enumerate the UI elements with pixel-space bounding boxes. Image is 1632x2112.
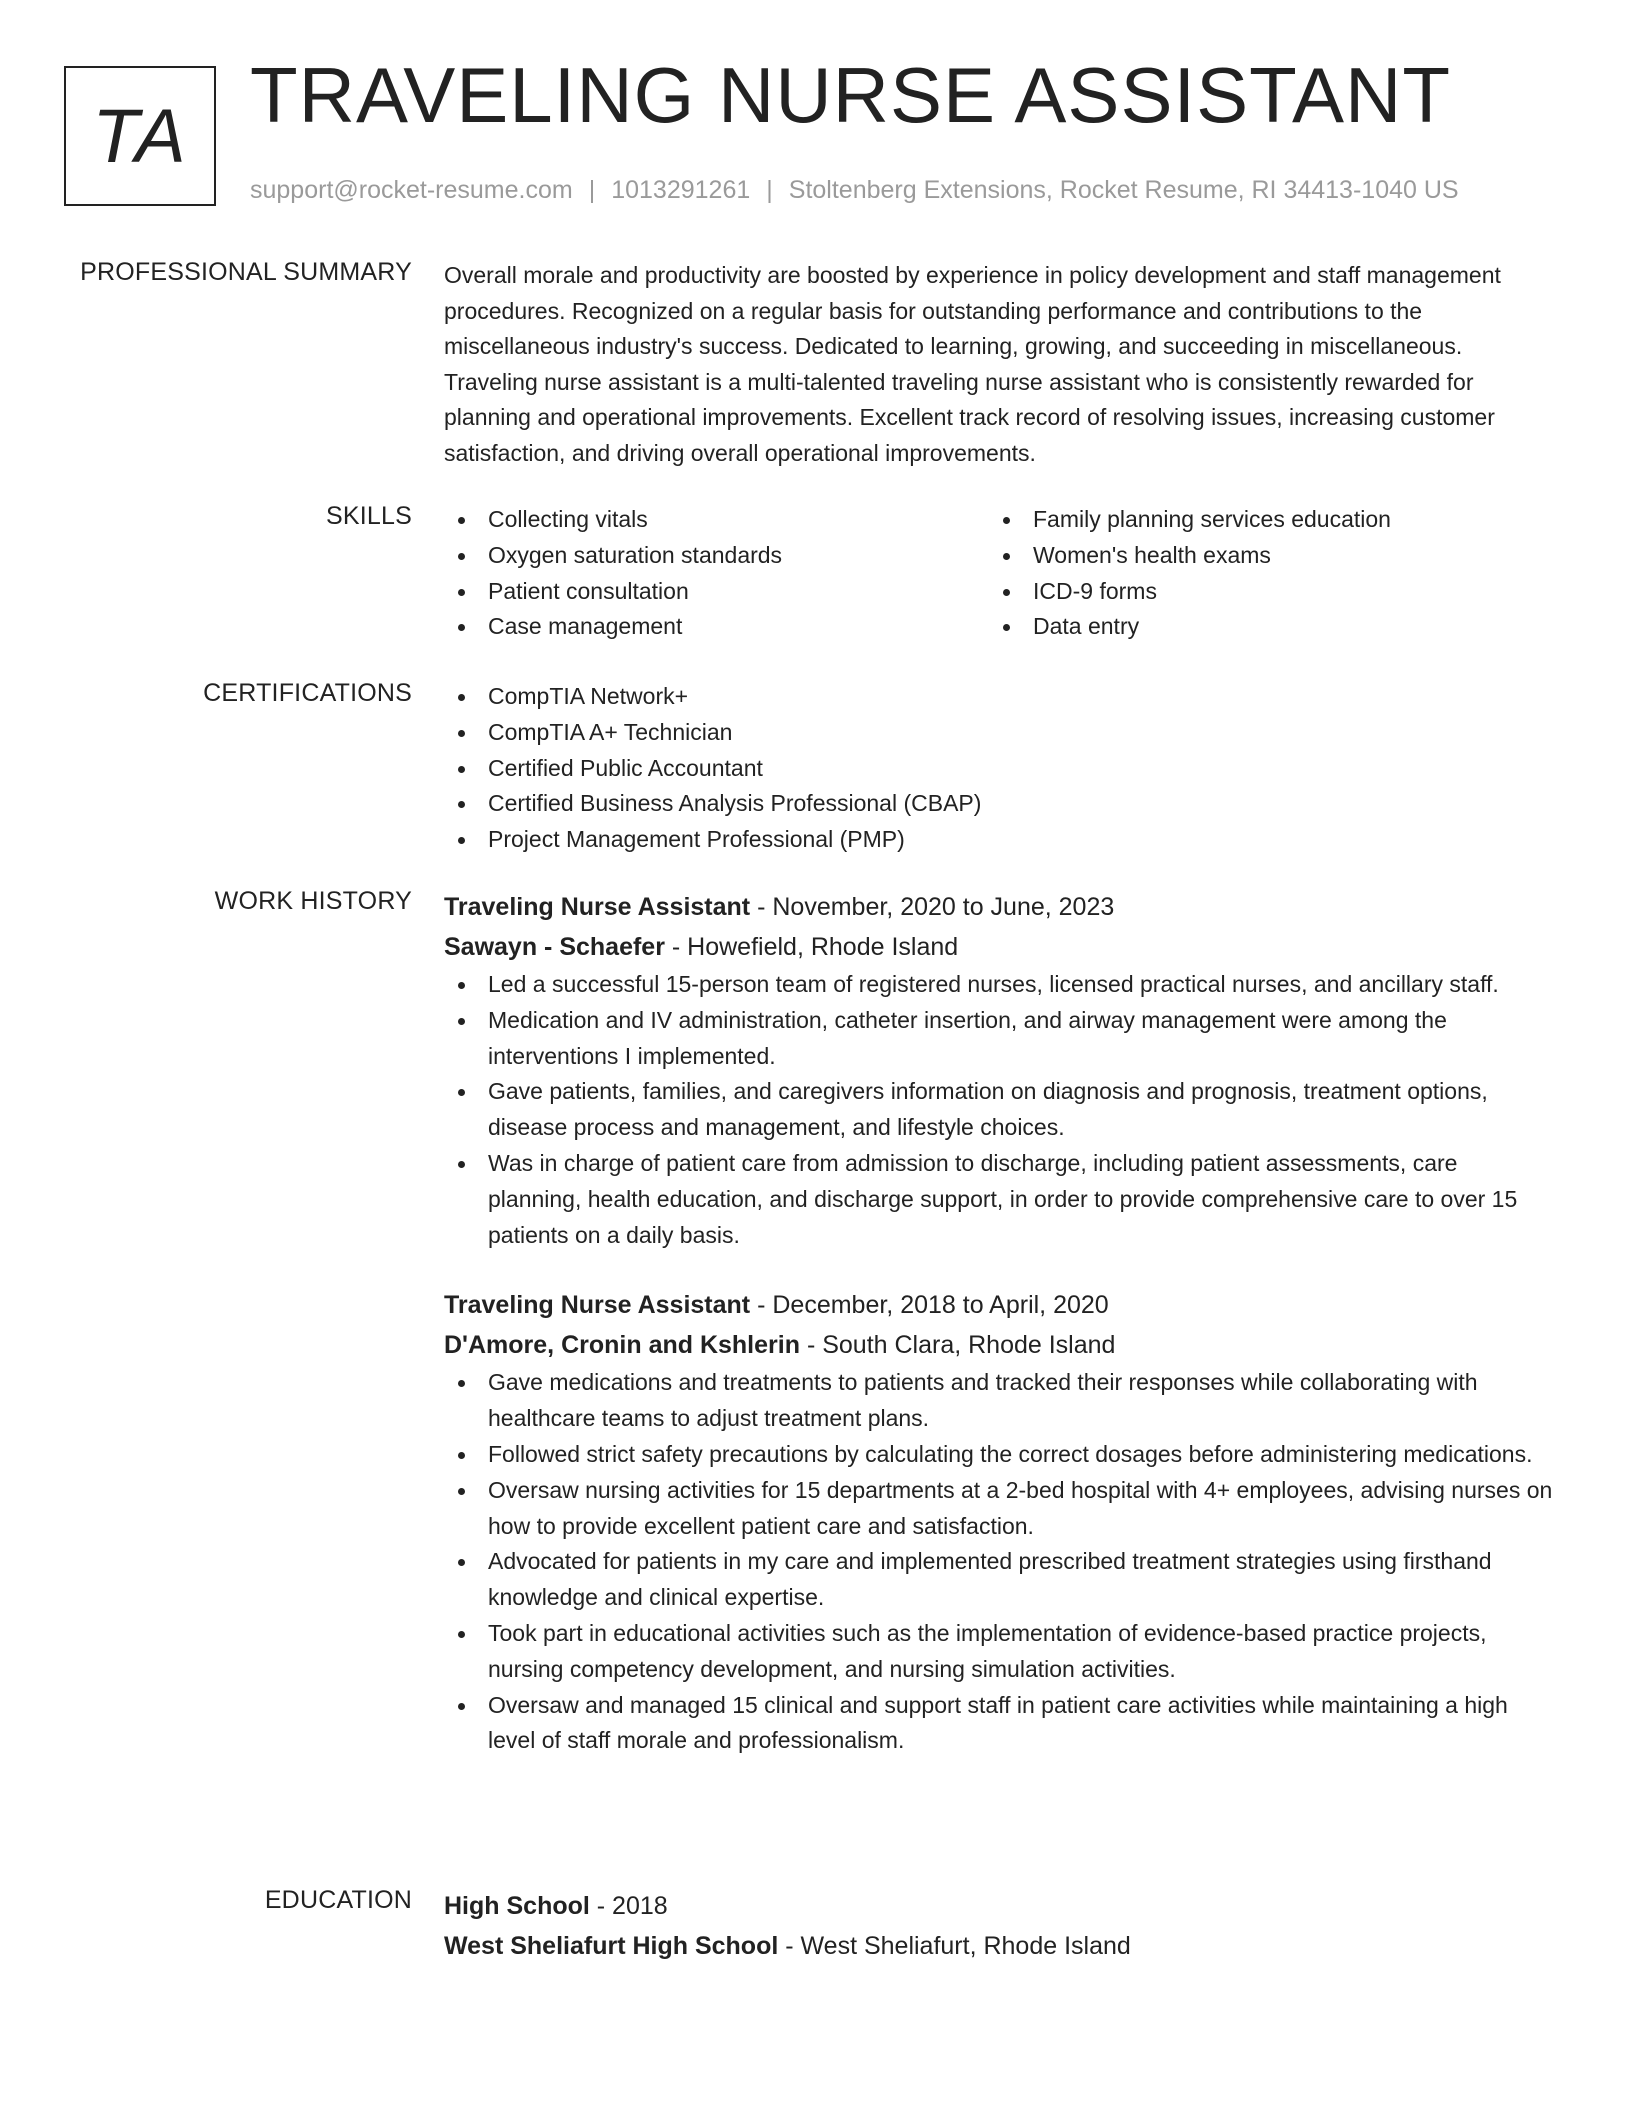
job-bullets — [444, 967, 1554, 1253]
contact-line — [250, 176, 1459, 205]
contact-phone: 1013291261 — [611, 176, 751, 204]
list-item: Followed strict safety precautions by calculating the correct dosages before administering medications. — [444, 1437, 1554, 1473]
list-item: Gave medications and treatments to patients and tracked their responses while collaborating with healthcare teams to adjust treatment plans. — [444, 1365, 1554, 1437]
list-item: ICD-9 forms — [989, 574, 1534, 610]
list-item: Women's health exams — [989, 538, 1534, 574]
contact-email[interactable]: support@rocket-resume.com — [250, 176, 573, 204]
section-label-skills: SKILLS — [326, 502, 412, 530]
section-label-education: EDUCATION — [264, 1886, 412, 1914]
education-school: West Sheliafurt High School — [444, 1932, 779, 1960]
list-item: CompTIA A+ Technician — [444, 715, 1554, 751]
job-title-line — [444, 887, 1554, 927]
list-item: Oxygen saturation standards — [444, 538, 989, 574]
job-location: - Howefield, Rhode Island — [671, 933, 959, 961]
job-title: Traveling Nurse Assistant — [444, 1291, 751, 1320]
education-school-line — [444, 1926, 1554, 1966]
job-dates: - December, 2018 to April, 2020 — [757, 1291, 1109, 1320]
job-location: - South Clara, Rhode Island — [806, 1331, 1116, 1360]
list-item: CompTIA Network+ — [444, 679, 1554, 715]
list-item: Oversaw and managed 15 clinical and support staff in patient care activities while maintaining a high level of staff morale and professionalism. — [444, 1688, 1554, 1760]
contact-separator: | — [766, 176, 773, 204]
skills-grid — [444, 502, 1554, 645]
list-item: Certified Business Analysis Professional (CBAP) — [444, 786, 1554, 822]
monogram-logo: TA — [64, 66, 216, 206]
certifications-list — [444, 679, 1554, 858]
list-item: Family planning services education — [989, 502, 1534, 538]
contact-address: Stoltenberg Extensions, Rocket Resume, RI 34413-1040 US — [788, 176, 1459, 204]
job-title: Traveling Nurse Assistant — [444, 893, 751, 921]
education-body — [444, 1886, 1554, 1966]
list-item: Advocated for patients in my care and implemented prescribed treatment strategies using firsthand knowledge and clinical expertise. — [444, 1544, 1554, 1616]
skills-body — [444, 502, 1554, 645]
list-item: Collecting vitals — [444, 502, 989, 538]
job-entry — [444, 887, 1554, 1253]
job-employer-line — [444, 927, 1554, 967]
job-employer: Sawayn - Schaefer — [444, 933, 665, 961]
list-item: Oversaw nursing activities for 15 departments at a 2-bed hospital with 4+ employees, advising nurses on how to provide excellent patient care and satisfaction. — [444, 1473, 1554, 1545]
skills-list-right — [989, 502, 1534, 645]
page-title: TRAVELING NURSE ASSISTANT — [250, 51, 1452, 139]
list-item: Led a successful 15-person team of registered nurses, licensed practical nurses, and ancillary staff. — [444, 967, 1554, 1003]
summary-body — [444, 258, 1554, 472]
list-item: Patient consultation — [444, 574, 989, 610]
job-entry — [444, 1285, 1554, 1759]
section-label-work-history: WORK HISTORY — [214, 887, 412, 915]
job-dates: - November, 2020 to June, 2023 — [757, 893, 1115, 921]
list-item: Certified Public Accountant — [444, 751, 1554, 787]
list-item: Data entry — [989, 609, 1534, 645]
list-item: Was in charge of patient care from admission to discharge, including patient assessments, care planning, health education, and discharge support, in order to provide comprehensive care to over 15 patients on a daily basis. — [444, 1146, 1554, 1253]
list-item: Gave patients, families, and caregivers information on diagnosis and prognosis, treatment options, disease process and management, and lifestyle choices. — [444, 1074, 1554, 1146]
education-location: - West Sheliafurt, Rhode Island — [785, 1932, 1131, 1960]
contact-separator: | — [588, 176, 596, 204]
section-label-certifications: CERTIFICATIONS — [203, 679, 412, 707]
skills-list-left — [444, 502, 989, 645]
list-item: Took part in educational activities such as the implementation of evidence-based practice projects, nursing competency development, and nursing simulation activities. — [444, 1616, 1554, 1688]
education-year: - 2018 — [596, 1892, 668, 1920]
education-degree-line — [444, 1886, 1554, 1926]
job-bullets — [444, 1365, 1554, 1759]
job-title-line — [444, 1285, 1554, 1325]
list-item: Case management — [444, 609, 989, 645]
education-degree: High School — [444, 1892, 590, 1920]
work-history-body — [444, 887, 1554, 1759]
certifications-body — [444, 679, 1554, 858]
job-employer: D'Amore, Cronin and Kshlerin — [444, 1331, 800, 1360]
list-item: Medication and IV administration, catheter insertion, and airway management were among the interventions I implemented. — [444, 1003, 1554, 1075]
section-label-summary: PROFESSIONAL SUMMARY — [80, 258, 412, 286]
job-employer-line — [444, 1325, 1554, 1365]
summary-text: Overall morale and productivity are boosted by experience in policy development and staff management procedures. Recognized on a regular basis for outstanding performance and contributions to the miscellaneous industry's success. Dedicated to learning, growing, and succeeding in miscellaneous. Traveling nurse assistant is a multi-talented traveling nurse assistant who is consistently rewarded for planning and operational improvements. Excellent track record of resolving issues, increasing customer satisfaction, and driving overall operational improvements. — [444, 262, 1501, 466]
list-item: Project Management Professional (PMP) — [444, 822, 1554, 858]
